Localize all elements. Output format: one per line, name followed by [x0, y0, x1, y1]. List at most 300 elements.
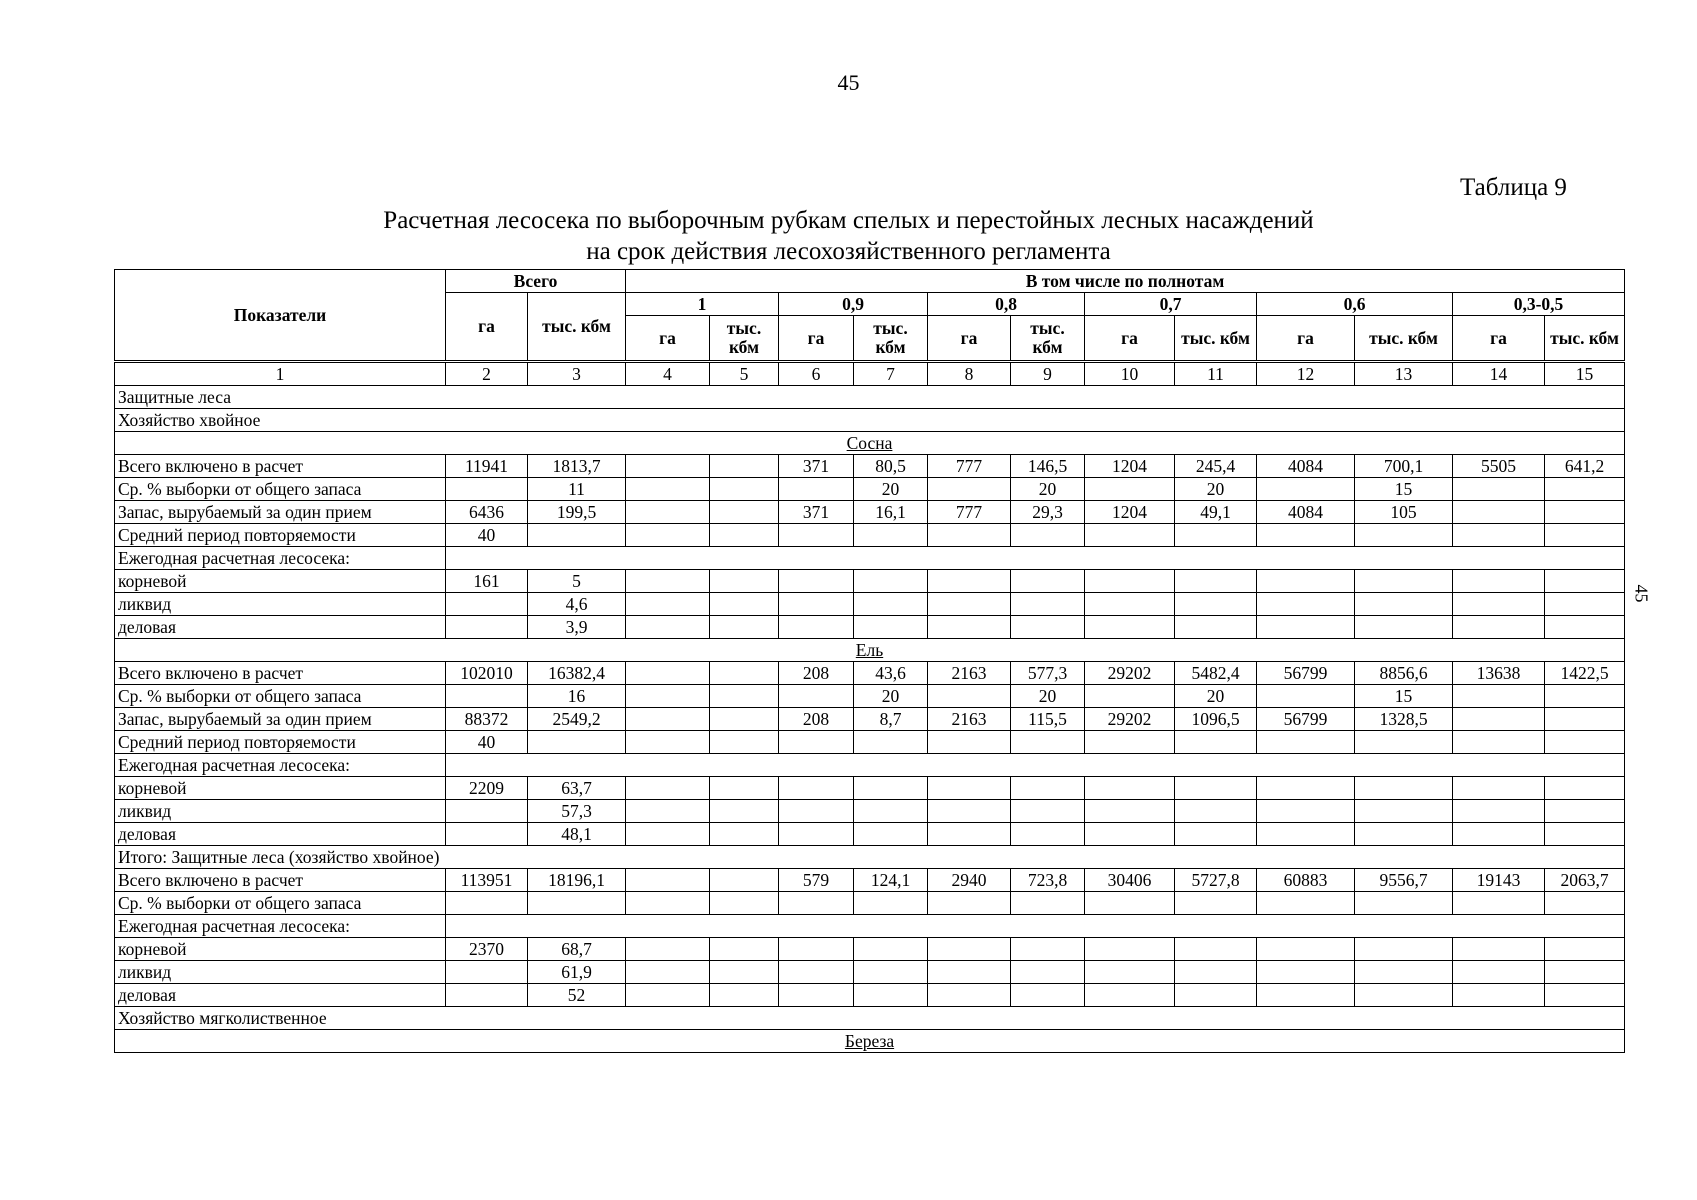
column-number: 3 [528, 362, 626, 386]
table-row [115, 547, 1625, 570]
table-cell [626, 708, 710, 731]
table-row [115, 731, 1625, 754]
row-label: Всего включено в расчет [115, 455, 446, 478]
table-cell: 1813,7 [528, 455, 626, 478]
table-cell: 3,9 [528, 616, 626, 639]
table-cell [446, 984, 528, 1007]
title-line-2: на срок действия лесохозяйственного регламента [586, 238, 1111, 265]
table-cell [928, 616, 1011, 639]
row-label: корневой [115, 570, 446, 593]
table-cell: 2163 [928, 662, 1011, 685]
table-cell [1355, 892, 1453, 915]
table-cell [710, 593, 779, 616]
table-cell [446, 892, 528, 915]
table-cell [710, 892, 779, 915]
column-number: 1 [115, 362, 446, 386]
row-label: корневой [115, 777, 446, 800]
column-number: 10 [1085, 362, 1175, 386]
table-cell [1453, 984, 1545, 1007]
header-density: 0,9 [779, 293, 928, 316]
table-cell [626, 478, 710, 501]
column-number: 15 [1545, 362, 1625, 386]
table-cell [779, 685, 854, 708]
header-unit-kbm: тыс. кбм [1355, 316, 1453, 362]
table-cell [928, 685, 1011, 708]
table-cell: 60883 [1257, 869, 1355, 892]
table-cell: 124,1 [854, 869, 928, 892]
table-cell: 146,5 [1011, 455, 1085, 478]
header-unit-ha: га [928, 316, 1011, 362]
table-cell [1011, 892, 1085, 915]
table-cell [446, 593, 528, 616]
table-cell [928, 570, 1011, 593]
empty-cell [446, 915, 1625, 938]
table-cell [1257, 892, 1355, 915]
table-cell [446, 800, 528, 823]
table-cell: 40 [446, 731, 528, 754]
table-cell [626, 685, 710, 708]
table-cell: 2063,7 [1545, 869, 1625, 892]
table-cell [854, 616, 928, 639]
table-cell [1175, 731, 1257, 754]
table-cell [626, 662, 710, 685]
species-label: Ель [855, 639, 884, 660]
table-cell: 61,9 [528, 961, 626, 984]
column-number: 13 [1355, 362, 1453, 386]
column-number: 12 [1257, 362, 1355, 386]
table-cell [1453, 800, 1545, 823]
table-cell: 49,1 [1175, 501, 1257, 524]
table-cell [928, 961, 1011, 984]
table-cell [854, 777, 928, 800]
table-cell [854, 731, 928, 754]
table-row [115, 616, 1625, 639]
table-cell [779, 570, 854, 593]
table-cell [779, 984, 854, 1007]
table-cell: 18196,1 [528, 869, 626, 892]
table-cell [1257, 570, 1355, 593]
table-cell [1011, 570, 1085, 593]
table-row [115, 570, 1625, 593]
table-cell [1085, 685, 1175, 708]
table-cell [1545, 570, 1625, 593]
header-total-kbm: тыс. кбм [528, 293, 626, 362]
table-cell [1085, 616, 1175, 639]
table-cell [1545, 961, 1625, 984]
table-cell [626, 800, 710, 823]
header-total: Всего [446, 270, 626, 293]
table-cell [710, 524, 779, 547]
header-unit-kbm: тыс. кбм [854, 316, 928, 362]
page-number: 45 [837, 70, 860, 95]
table-cell [1085, 984, 1175, 1007]
table-cell [1011, 524, 1085, 547]
table-cell: 13638 [1453, 662, 1545, 685]
table-cell: 80,5 [854, 455, 928, 478]
table-cell: 1204 [1085, 455, 1175, 478]
table-cell [1175, 961, 1257, 984]
table-cell: 16,1 [854, 501, 928, 524]
table-cell: 777 [928, 501, 1011, 524]
table-cell [710, 708, 779, 731]
table-cell [854, 800, 928, 823]
table-cell: 8856,6 [1355, 662, 1453, 685]
table-cell [626, 892, 710, 915]
column-number: 7 [854, 362, 928, 386]
table-cell: 30406 [1085, 869, 1175, 892]
header-unit-ha: га [779, 316, 854, 362]
table-cell [710, 961, 779, 984]
table-cell [626, 570, 710, 593]
table-cell: 8,7 [854, 708, 928, 731]
table-cell [1355, 961, 1453, 984]
table-cell [854, 524, 928, 547]
table-cell [626, 524, 710, 547]
table-cell [779, 524, 854, 547]
table-cell: 20 [1175, 478, 1257, 501]
table-cell [1355, 800, 1453, 823]
title-line-1: Расчетная лесосека по выборочным рубкам спелых и перестойных лесных насаждений [383, 207, 1314, 234]
row-label: Ежегодная расчетная лесосека: [115, 915, 446, 938]
table-cell [1545, 777, 1625, 800]
header-unit-ha: га [1257, 316, 1355, 362]
table-cell [710, 869, 779, 892]
table-cell [1257, 524, 1355, 547]
table-cell [1257, 478, 1355, 501]
table-cell: 723,8 [1011, 869, 1085, 892]
table-cell [710, 800, 779, 823]
table-cell [854, 823, 928, 846]
column-number: 6 [779, 362, 854, 386]
table-cell: 4084 [1257, 455, 1355, 478]
table-cell: 40 [446, 524, 528, 547]
table-row [115, 1007, 1625, 1030]
table-cell [626, 984, 710, 1007]
column-number: 9 [1011, 362, 1085, 386]
table-cell [928, 938, 1011, 961]
empty-cell [446, 754, 1625, 777]
header-total-ha: га [446, 293, 528, 362]
table-cell [1545, 938, 1625, 961]
table-cell: 29202 [1085, 708, 1175, 731]
table-cell [1257, 800, 1355, 823]
table-row [115, 961, 1625, 984]
table-cell [1257, 961, 1355, 984]
table-row [115, 708, 1625, 731]
table-cell: 19143 [1453, 869, 1545, 892]
table-cell [1011, 984, 1085, 1007]
table-cell: 16 [528, 685, 626, 708]
table-cell [928, 823, 1011, 846]
table-cell [1175, 593, 1257, 616]
table-cell [626, 501, 710, 524]
table-cell: 5505 [1453, 455, 1545, 478]
table-cell [1011, 800, 1085, 823]
table-cell [1453, 731, 1545, 754]
table-cell [1453, 524, 1545, 547]
table-cell: 105 [1355, 501, 1453, 524]
section-label: Итого: Защитные леса (хозяйство хвойное) [115, 846, 1625, 869]
table-cell [1453, 593, 1545, 616]
table-cell [1453, 478, 1545, 501]
table-cell [1085, 823, 1175, 846]
table-cell [1355, 731, 1453, 754]
table-cell [779, 616, 854, 639]
table-cell: 700,1 [1355, 455, 1453, 478]
table-cell [626, 593, 710, 616]
table-cell: 208 [779, 662, 854, 685]
row-label: Всего включено в расчет [115, 662, 446, 685]
table-cell [1355, 593, 1453, 616]
table-cell [1453, 823, 1545, 846]
table-cell [1011, 593, 1085, 616]
table-cell: 2370 [446, 938, 528, 961]
table-cell: 16382,4 [528, 662, 626, 685]
table-cell: 208 [779, 708, 854, 731]
table-cell [1175, 800, 1257, 823]
table-cell [446, 685, 528, 708]
row-label: деловая [115, 823, 446, 846]
table-cell [1175, 938, 1257, 961]
table-cell: 1422,5 [1545, 662, 1625, 685]
table-cell [779, 800, 854, 823]
table-row [115, 754, 1625, 777]
column-number: 2 [446, 362, 528, 386]
table-cell [1355, 823, 1453, 846]
table-cell [626, 731, 710, 754]
table-row [115, 800, 1625, 823]
table-cell: 777 [928, 455, 1011, 478]
table-cell [528, 524, 626, 547]
row-label: деловая [115, 984, 446, 1007]
table-label: Таблица 9 [1460, 174, 1567, 201]
row-label: Ср. % выборки от общего запаса [115, 685, 446, 708]
table-cell [1453, 892, 1545, 915]
table-cell: 2163 [928, 708, 1011, 731]
column-number: 4 [626, 362, 710, 386]
table-cell [1355, 524, 1453, 547]
table-row [115, 984, 1625, 1007]
table-row [115, 455, 1625, 478]
row-label: Всего включено в расчет [115, 869, 446, 892]
header-unit-kbm: тыс. кбм [1011, 316, 1085, 362]
table-cell [1545, 616, 1625, 639]
table-row [115, 846, 1625, 869]
table-cell: 2549,2 [528, 708, 626, 731]
header-indicators: Показатели [115, 270, 446, 362]
table-cell: 20 [1011, 685, 1085, 708]
table-cell: 48,1 [528, 823, 626, 846]
table-cell: 20 [854, 685, 928, 708]
table-cell: 15 [1355, 685, 1453, 708]
table-row [115, 869, 1625, 892]
table-cell: 11 [528, 478, 626, 501]
table-cell [1085, 961, 1175, 984]
header-density: 1 [626, 293, 779, 316]
row-label: Ср. % выборки от общего запаса [115, 478, 446, 501]
header-unit-kbm: тыс. кбм [710, 316, 779, 362]
table-cell [779, 593, 854, 616]
table-cell: 29202 [1085, 662, 1175, 685]
table-cell: 102010 [446, 662, 528, 685]
row-label: деловая [115, 616, 446, 639]
table-cell [1545, 800, 1625, 823]
table-cell [928, 593, 1011, 616]
table-cell [710, 616, 779, 639]
table-row [115, 593, 1625, 616]
table-row [115, 1030, 1625, 1053]
table-cell [710, 478, 779, 501]
table-cell [446, 823, 528, 846]
table-cell [710, 501, 779, 524]
header-unit-ha: га [1453, 316, 1545, 362]
table-row [115, 662, 1625, 685]
table-row [115, 938, 1625, 961]
table-cell: 29,3 [1011, 501, 1085, 524]
table-cell: 577,3 [1011, 662, 1085, 685]
table-cell [1545, 685, 1625, 708]
table-cell [854, 593, 928, 616]
table-cell: 11941 [446, 455, 528, 478]
header-density: 0,3-0,5 [1453, 293, 1625, 316]
row-label: Средний период повторяемости [115, 731, 446, 754]
table-cell [779, 961, 854, 984]
table-cell: 1096,5 [1175, 708, 1257, 731]
table-cell [928, 731, 1011, 754]
table-cell [710, 570, 779, 593]
table-cell [928, 777, 1011, 800]
table-cell: 1328,5 [1355, 708, 1453, 731]
table-cell: 161 [446, 570, 528, 593]
table-cell [1175, 616, 1257, 639]
table-cell [1355, 570, 1453, 593]
table-cell [779, 823, 854, 846]
row-label: корневой [115, 938, 446, 961]
table-cell [1175, 823, 1257, 846]
species-label: Береза [844, 1030, 895, 1051]
table-cell [1545, 823, 1625, 846]
table-row [115, 409, 1625, 432]
harvest-table [114, 269, 1625, 1053]
table-cell: 52 [528, 984, 626, 1007]
table-cell [928, 524, 1011, 547]
table-cell [1355, 777, 1453, 800]
table-cell [1453, 777, 1545, 800]
table-cell: 5482,4 [1175, 662, 1257, 685]
table-cell [626, 869, 710, 892]
row-label: ликвид [115, 800, 446, 823]
table-cell [1257, 685, 1355, 708]
table-cell [854, 961, 928, 984]
header-density: 0,8 [928, 293, 1085, 316]
table-cell [1453, 501, 1545, 524]
table-cell [779, 478, 854, 501]
table-cell: 4,6 [528, 593, 626, 616]
table-cell [710, 777, 779, 800]
table-cell: 2940 [928, 869, 1011, 892]
header-unit-kbm: тыс. кбм [1545, 316, 1625, 362]
table-cell: 68,7 [528, 938, 626, 961]
table-title [0, 205, 1697, 267]
table-cell [710, 455, 779, 478]
table-cell [1257, 938, 1355, 961]
table-cell [1085, 570, 1175, 593]
table-cell [854, 892, 928, 915]
table-cell [779, 777, 854, 800]
table-cell [1175, 777, 1257, 800]
table-row [115, 524, 1625, 547]
table-cell: 9556,7 [1355, 869, 1453, 892]
table-cell [710, 662, 779, 685]
table-cell [1011, 616, 1085, 639]
table-row [115, 386, 1625, 409]
table-cell: 56799 [1257, 708, 1355, 731]
table-cell [928, 478, 1011, 501]
table-cell: 56799 [1257, 662, 1355, 685]
table-cell [710, 823, 779, 846]
table-cell [1257, 731, 1355, 754]
table-cell: 1204 [1085, 501, 1175, 524]
table-cell [1355, 616, 1453, 639]
table-cell [1545, 524, 1625, 547]
table-cell [710, 731, 779, 754]
table-cell [1257, 593, 1355, 616]
table-cell [1257, 823, 1355, 846]
column-number: 5 [710, 362, 779, 386]
table-cell [710, 938, 779, 961]
table-cell [1257, 616, 1355, 639]
table-row [115, 915, 1625, 938]
table-cell: 43,6 [854, 662, 928, 685]
table-cell [626, 777, 710, 800]
table-cell [1545, 708, 1625, 731]
table-cell [1355, 938, 1453, 961]
table-cell [1175, 570, 1257, 593]
table-cell [446, 961, 528, 984]
table-cell [1453, 616, 1545, 639]
table-cell: 57,3 [528, 800, 626, 823]
table-cell [1085, 524, 1175, 547]
header-unit-ha: га [626, 316, 710, 362]
table-cell [626, 823, 710, 846]
row-label: ликвид [115, 593, 446, 616]
table-cell [1011, 938, 1085, 961]
table-cell: 245,4 [1175, 455, 1257, 478]
table-cell [1085, 731, 1175, 754]
column-number: 8 [928, 362, 1011, 386]
species-label: Сосна [846, 432, 893, 453]
table-cell: 371 [779, 501, 854, 524]
table-cell [710, 984, 779, 1007]
table-cell [1085, 777, 1175, 800]
row-label: Ежегодная расчетная лесосека: [115, 547, 446, 570]
table-cell: 2209 [446, 777, 528, 800]
table-cell [1453, 961, 1545, 984]
table-cell: 371 [779, 455, 854, 478]
table-cell [1545, 478, 1625, 501]
header-unit-kbm: тыс. кбм [1175, 316, 1257, 362]
table-cell [1175, 984, 1257, 1007]
table-cell: 15 [1355, 478, 1453, 501]
column-number: 14 [1453, 362, 1545, 386]
header-unit-ha: га [1085, 316, 1175, 362]
row-label: Запас, вырубаемый за один прием [115, 501, 446, 524]
table-cell: 5727,8 [1175, 869, 1257, 892]
table-cell [1545, 892, 1625, 915]
table-cell [1011, 731, 1085, 754]
table-row [115, 432, 1625, 455]
table-cell: 20 [854, 478, 928, 501]
